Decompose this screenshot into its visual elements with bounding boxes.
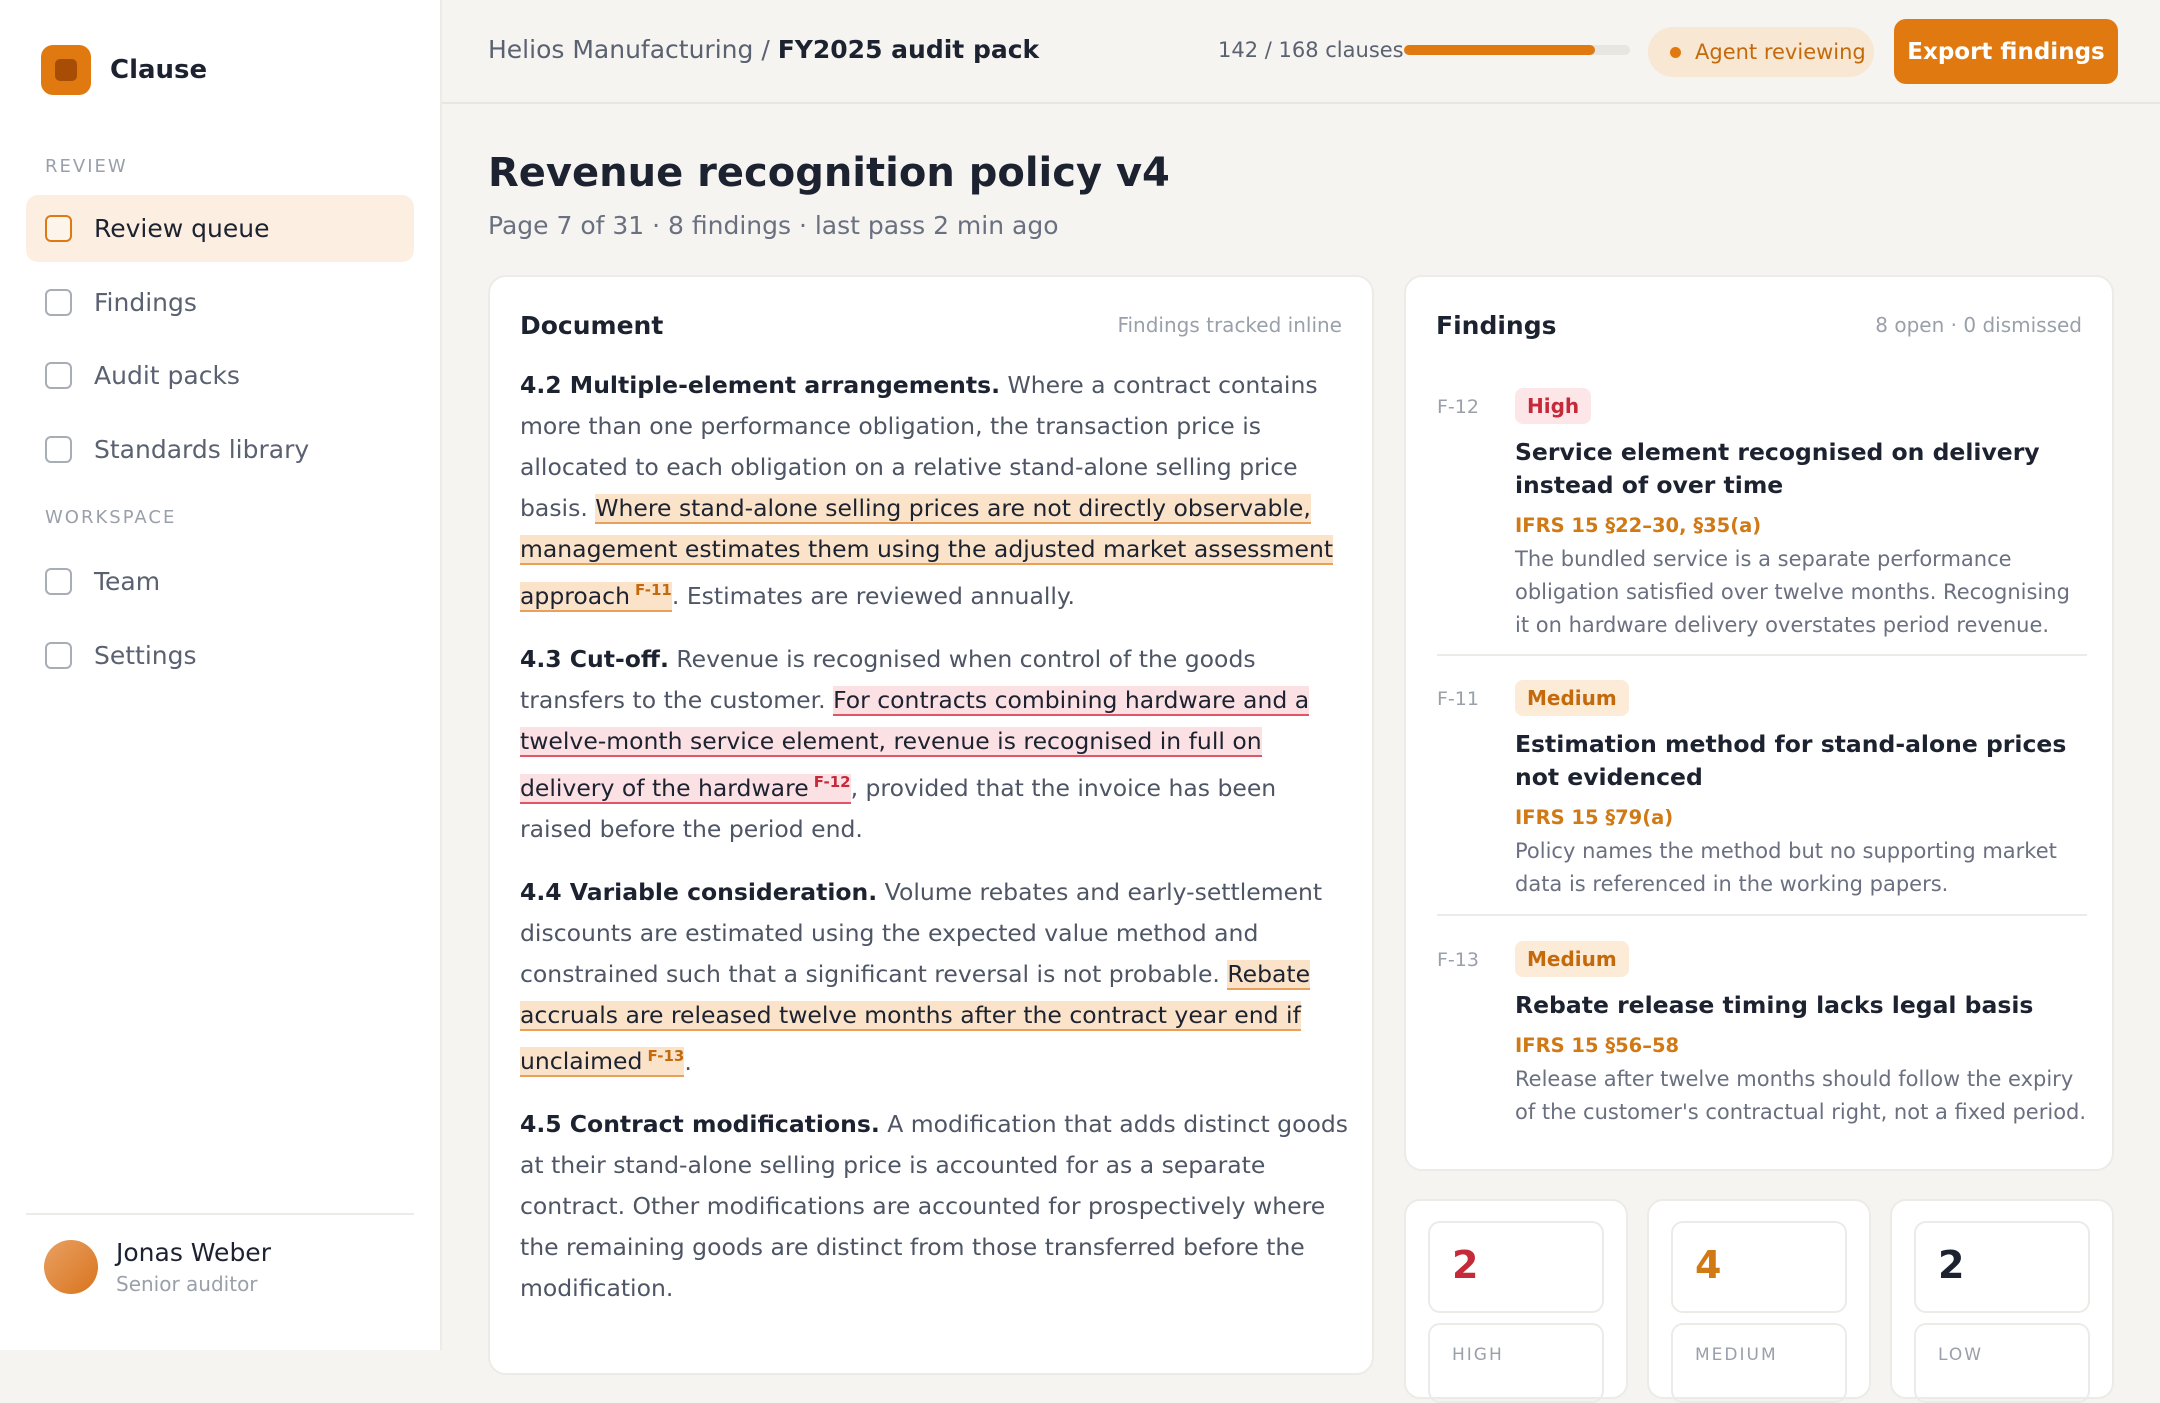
finding-card-f13[interactable] (1437, 941, 2087, 1141)
page-subtitle: Page 7 of 31 · 8 findings · last pass 2 min ago (488, 211, 1059, 240)
clause-4-5 (520, 1104, 1350, 1309)
user-role: Senior auditor (116, 1272, 258, 1296)
stat-label-box (1671, 1323, 1847, 1403)
document-meta: Findings tracked inline (1117, 313, 1342, 337)
sidebar-item-label: Settings (94, 641, 197, 670)
sidebar-divider (26, 1213, 414, 1215)
findings-icon (45, 289, 72, 316)
severity-badge: High (1515, 388, 1591, 424)
app-logo-icon (41, 45, 91, 95)
highlight-text: For contracts combining hardware and a twelve-month service element, revenue is recognised in full on delivery of the hardware (520, 685, 1310, 802)
user-name: Jonas Weber (116, 1238, 271, 1267)
sidebar-item-label: Audit packs (94, 361, 240, 390)
stat-high-label: HIGH (1452, 1345, 1504, 1365)
audit-packs-icon (45, 362, 72, 389)
standards-library-icon (45, 436, 72, 463)
highlight-text: Where stand-alone selling prices are not directly observable, management estimates them using the adjusted market assessment approach (520, 494, 1334, 610)
agent-status-badge (1648, 27, 1874, 77)
sidebar-item-label: Team (94, 567, 161, 596)
stat-card-high[interactable] (1404, 1199, 1628, 1399)
finding-divider (1437, 654, 2087, 656)
stat-card-low[interactable] (1890, 1199, 2114, 1399)
stat-low-label: LOW (1938, 1345, 1984, 1365)
brand[interactable] (41, 45, 207, 95)
clause-heading: 4.3 Cut-off. (520, 644, 669, 673)
stat-value-box (1428, 1221, 1604, 1313)
agent-status-text: Agent reviewing (1695, 40, 1866, 64)
clause-text: Revenue is recognised when control of the goods transfers to the customer. (520, 644, 1256, 714)
breadcrumb-current: FY2025 audit pack (777, 35, 1040, 64)
stat-low-count: 2 (1938, 1243, 1965, 1287)
highlight-text: Rebate accruals are released twelve months after the contract year end if unclaimed (520, 959, 1311, 1076)
clause-4-2 (520, 365, 1350, 617)
finding-card-f12[interactable] (1437, 388, 2087, 638)
sidebar-item-settings[interactable] (26, 622, 414, 689)
severity-badge: Medium (1515, 680, 1629, 716)
clause-text: . (684, 1047, 692, 1076)
finding-id: F-12 (1437, 396, 1479, 418)
sidebar (0, 0, 442, 1350)
clause-text: Volume rebates and early-settlement discounts are estimated using the expected value method and constrained such that a significant reversal is not probable. (520, 877, 1323, 988)
clause-text: A modification that adds distinct goods at their stand-alone selling price is accounted for as a separate contract. Other modifications are accounted for prospectively where the remaining goods are distinct from those transferred before the modification. (520, 1110, 1349, 1303)
document-body (520, 365, 1350, 1331)
top-bar (442, 0, 2160, 104)
clause-progress-bar (1404, 45, 1630, 55)
severity-badge: Medium (1515, 941, 1629, 977)
clause-text: Where a contract contains more than one performance obligation, the transaction price is allocated to each obligation on a relative stand-alone selling price basis. (520, 371, 1318, 522)
user-profile[interactable] (44, 1238, 271, 1296)
sidebar-item-label: Standards library (94, 435, 310, 464)
finding-title: Rebate release timing lacks legal basis (1515, 991, 2034, 1019)
finding-tag: F-13 (647, 1046, 685, 1065)
finding-description: Release after twelve months should follow the expiry of the customer's contractual right, not a fixed period. (1515, 1067, 2087, 1124)
finding-reference: IFRS 15 §56–58 (1515, 1034, 1680, 1057)
stat-label-box (1428, 1323, 1604, 1403)
clause-4-4 (520, 872, 1350, 1083)
stat-medium-label: MEDIUM (1695, 1345, 1778, 1365)
status-dot-icon (1670, 47, 1681, 58)
finding-card-f11[interactable] (1437, 680, 2087, 900)
stat-card-medium[interactable] (1647, 1199, 1871, 1399)
sidebar-item-label: Review queue (94, 214, 270, 243)
export-findings-button[interactable]: Export findings (1894, 19, 2118, 84)
avatar (44, 1240, 98, 1294)
clause-text: . Estimates are reviewed annually. (671, 581, 1075, 610)
sidebar-item-team[interactable] (26, 548, 414, 615)
stat-label-box (1914, 1323, 2090, 1403)
breadcrumb-separator: / (753, 35, 778, 64)
sidebar-item-findings[interactable] (26, 269, 414, 336)
finding-tag: F-11 (634, 581, 672, 599)
findings-meta: 8 open · 0 dismissed (1875, 313, 2082, 337)
document-heading: Document (520, 311, 664, 340)
review-queue-icon (45, 215, 72, 242)
breadcrumb-parent[interactable]: Helios Manufacturing (488, 35, 754, 64)
finding-divider (1437, 914, 2087, 916)
finding-id: F-13 (1437, 949, 1479, 971)
document-panel (488, 275, 1374, 1375)
stat-value-box (1671, 1221, 1847, 1313)
app-name: Clause (110, 55, 208, 85)
finding-reference: IFRS 15 §79(a) (1515, 806, 1674, 829)
section-label-workspace: WORKSPACE (45, 507, 177, 528)
clause-progress-text: 142 / 168 clauses (1218, 38, 1404, 62)
finding-description: The bundled service is a separate performance obligation satisfied over twelve months. Recognising it on hardware delivery overstates period revenue. (1515, 547, 2070, 637)
sidebar-item-audit-packs[interactable] (26, 342, 414, 409)
section-label-review: REVIEW (45, 156, 128, 177)
clause-heading: 4.2 Multiple-element arrangements. (520, 371, 1001, 399)
breadcrumb (488, 35, 1039, 64)
team-icon (45, 568, 72, 595)
sidebar-item-standards-library[interactable] (26, 416, 414, 483)
sidebar-item-label: Findings (94, 288, 197, 317)
findings-heading: Findings (1436, 311, 1557, 340)
finding-id: F-11 (1437, 688, 1479, 710)
clause-heading: 4.4 Variable consideration. (520, 877, 878, 906)
clause-4-3 (520, 639, 1350, 850)
clause-heading: 4.5 Contract modifications. (520, 1110, 880, 1139)
finding-title: Estimation method for stand-alone prices not evidenced (1515, 730, 2067, 791)
finding-reference: IFRS 15 §22–30, §35(a) (1515, 514, 1762, 537)
finding-tag: F-12 (813, 772, 851, 791)
finding-description: Policy names the method but no supporting market data is referenced in the working papers. (1515, 839, 2057, 896)
settings-icon (45, 642, 72, 669)
page-title: Revenue recognition policy v4 (488, 150, 1170, 196)
stat-value-box (1914, 1221, 2090, 1313)
clause-progress-fill (1404, 45, 1595, 55)
finding-title: Service element recognised on delivery instead of over time (1515, 438, 2040, 499)
clause-text: , provided that the invoice has been raised before the period end. (520, 773, 1277, 843)
sidebar-item-review-queue[interactable] (26, 195, 414, 262)
stat-high-count: 2 (1452, 1243, 1479, 1287)
findings-panel (1404, 275, 2114, 1171)
stat-medium-count: 4 (1695, 1243, 1722, 1287)
